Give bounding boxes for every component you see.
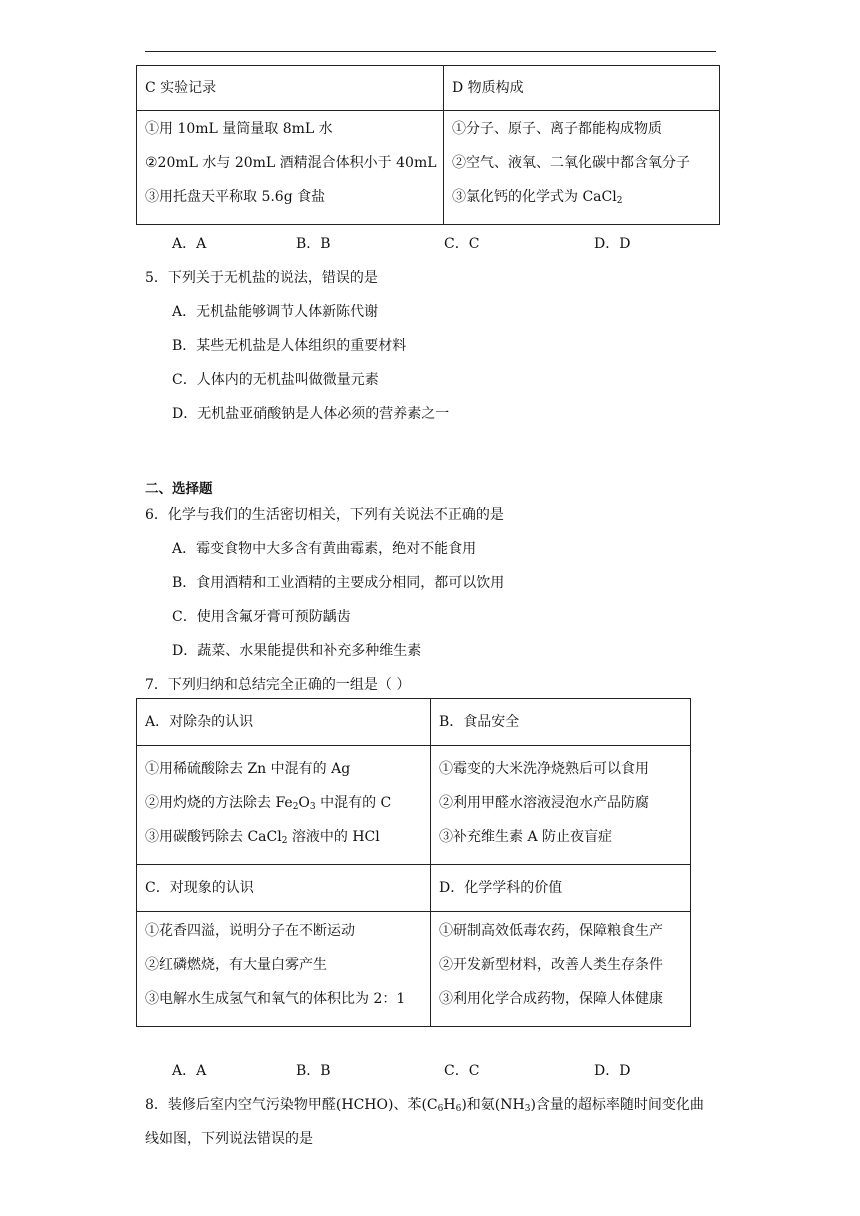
q7-c-item: ②红磷燃烧，有大量白雾产生	[145, 957, 327, 973]
q7-b-item: ①霉变的大米洗净烧熟后可以食用	[439, 761, 649, 777]
subscript: 6	[437, 1104, 444, 1114]
header-rule	[145, 51, 716, 52]
q7-a-item-text: 溶液中的 HCl	[287, 829, 380, 845]
q7-c-item: ①花香四溢，说明分子在不断运动	[145, 923, 355, 939]
q4-c-header: C 实验记录	[137, 66, 444, 111]
q4-d-item: ①分子、原子、离子都能构成物质	[452, 121, 662, 137]
q6-option-c[interactable]: C．使用含氟牙膏可预防龋齿	[172, 609, 351, 625]
section-heading: 二、选择题	[145, 481, 213, 497]
q5-stem: 5．下列关于无机盐的说法，错误的是	[145, 270, 378, 286]
q4-table	[136, 65, 720, 225]
q7-option-a[interactable]: A．A	[172, 1063, 207, 1079]
q7-a-header: A．对除杂的认识	[137, 699, 431, 746]
q4-option-c[interactable]: C．C	[444, 236, 480, 252]
q7-b-header: B．食品安全	[431, 699, 691, 746]
q5-option-b[interactable]: B．某些无机盐是人体组织的重要材料	[172, 338, 407, 354]
q7-a-item-text: O	[298, 795, 310, 811]
q7-table	[136, 698, 691, 1027]
q8-stem-line2: 线如图，下列说法错误的是	[145, 1131, 313, 1147]
q4-d-item	[452, 180, 719, 214]
q7-d-cell	[431, 912, 691, 1027]
q7-a-item-text: ②用灼烧的方法除去 Fe	[145, 795, 293, 811]
q6-option-b[interactable]: B．食用酒精和工业酒精的主要成分相同，都可以饮用	[172, 575, 505, 591]
q4-d-item: ②空气、液氧、二氧化碳中都含氧分子	[452, 155, 690, 171]
q5-option-d[interactable]: D．无机盐亚硝酸钠是人体必须的营养素之一	[172, 406, 450, 422]
q4-option-d[interactable]: D．D	[594, 236, 631, 252]
q6-option-d[interactable]: D．蔬菜、水果能提供和补充多种维生素	[172, 643, 422, 659]
q7-d-item: ③利用化学合成药物，保障人体健康	[439, 991, 663, 1007]
subscript: 6	[455, 1104, 462, 1114]
q4-d-header: D 物质构成	[444, 66, 720, 111]
q8-text: 8．装修后室内空气污染物甲醛(HCHO)、苯(C	[145, 1097, 438, 1113]
q7-b-cell	[431, 746, 691, 865]
q8-text: H	[443, 1097, 456, 1113]
q7-d-header: D．化学学科的价值	[431, 865, 691, 912]
q6-stem: 6．化学与我们的生活密切相关，下列有关说法不正确的是	[145, 507, 504, 523]
q4-option-b[interactable]: B．B	[296, 236, 331, 252]
q5-option-a[interactable]: A．无机盐能够调节人体新陈代谢	[172, 304, 379, 320]
q4-c-cell	[137, 111, 444, 225]
q7-a-item	[145, 820, 430, 854]
q4-d-item-text: ③氯化钙的化学式为 CaCl	[452, 189, 617, 205]
q7-d-item: ②开发新型材料，改善人类生存条件	[439, 957, 663, 973]
q7-b-item: ③补充维生素 A 防止夜盲症	[439, 829, 613, 845]
q7-c-header: C．对现象的认识	[137, 865, 431, 912]
q4-c-item: ①用 10mL 量筒量取 8mL 水	[145, 121, 333, 137]
q7-c-cell	[137, 912, 431, 1027]
q7-b-item: ②利用甲醛水溶液浸泡水产品防腐	[439, 795, 649, 811]
q7-a-item-text: 中混有的 C	[315, 795, 392, 811]
q7-a-item: ①用稀硫酸除去 Zn 中混有的 Ag	[145, 761, 351, 777]
q7-a-item-text: ③用碳酸钙除去 CaCl	[145, 829, 282, 845]
q4-d-cell	[444, 111, 720, 225]
subscript: 2	[616, 196, 623, 206]
q4-c-item: ②20mL 水与 20mL 酒精混合体积小于 40mL	[145, 155, 437, 171]
q8-stem-line1	[145, 1094, 704, 1114]
subscript: 2	[281, 836, 288, 846]
q7-a-cell	[137, 746, 431, 865]
q7-d-item: ①研制高效低毒农药，保障粮食生产	[439, 923, 663, 939]
q7-c-item: ③电解水生成氢气和氧气的体积比为 2：1	[145, 991, 406, 1007]
q7-option-d[interactable]: D．D	[594, 1063, 631, 1079]
q4-c-item: ③用托盘天平称取 5.6g 食盐	[145, 189, 326, 205]
subscript: 3	[309, 802, 316, 812]
q5-option-c[interactable]: C．人体内的无机盐叫做微量元素	[172, 372, 379, 388]
q7-stem: 7．下列归纳和总结完全正确的一组是（ ）	[145, 677, 411, 693]
q7-option-c[interactable]: C．C	[444, 1063, 480, 1079]
q6-option-a[interactable]: A．霉变食物中大多含有黄曲霉素，绝对不能食用	[172, 541, 477, 557]
q7-a-item	[145, 786, 430, 820]
subscript: 3	[524, 1104, 531, 1114]
q4-option-a[interactable]: A．A	[172, 236, 207, 252]
subscript: 2	[292, 802, 299, 812]
q8-text: )和氨(NH	[461, 1097, 525, 1113]
q7-option-b[interactable]: B．B	[296, 1063, 331, 1079]
q8-text: )含量的超标率随时间变化曲	[530, 1097, 704, 1113]
